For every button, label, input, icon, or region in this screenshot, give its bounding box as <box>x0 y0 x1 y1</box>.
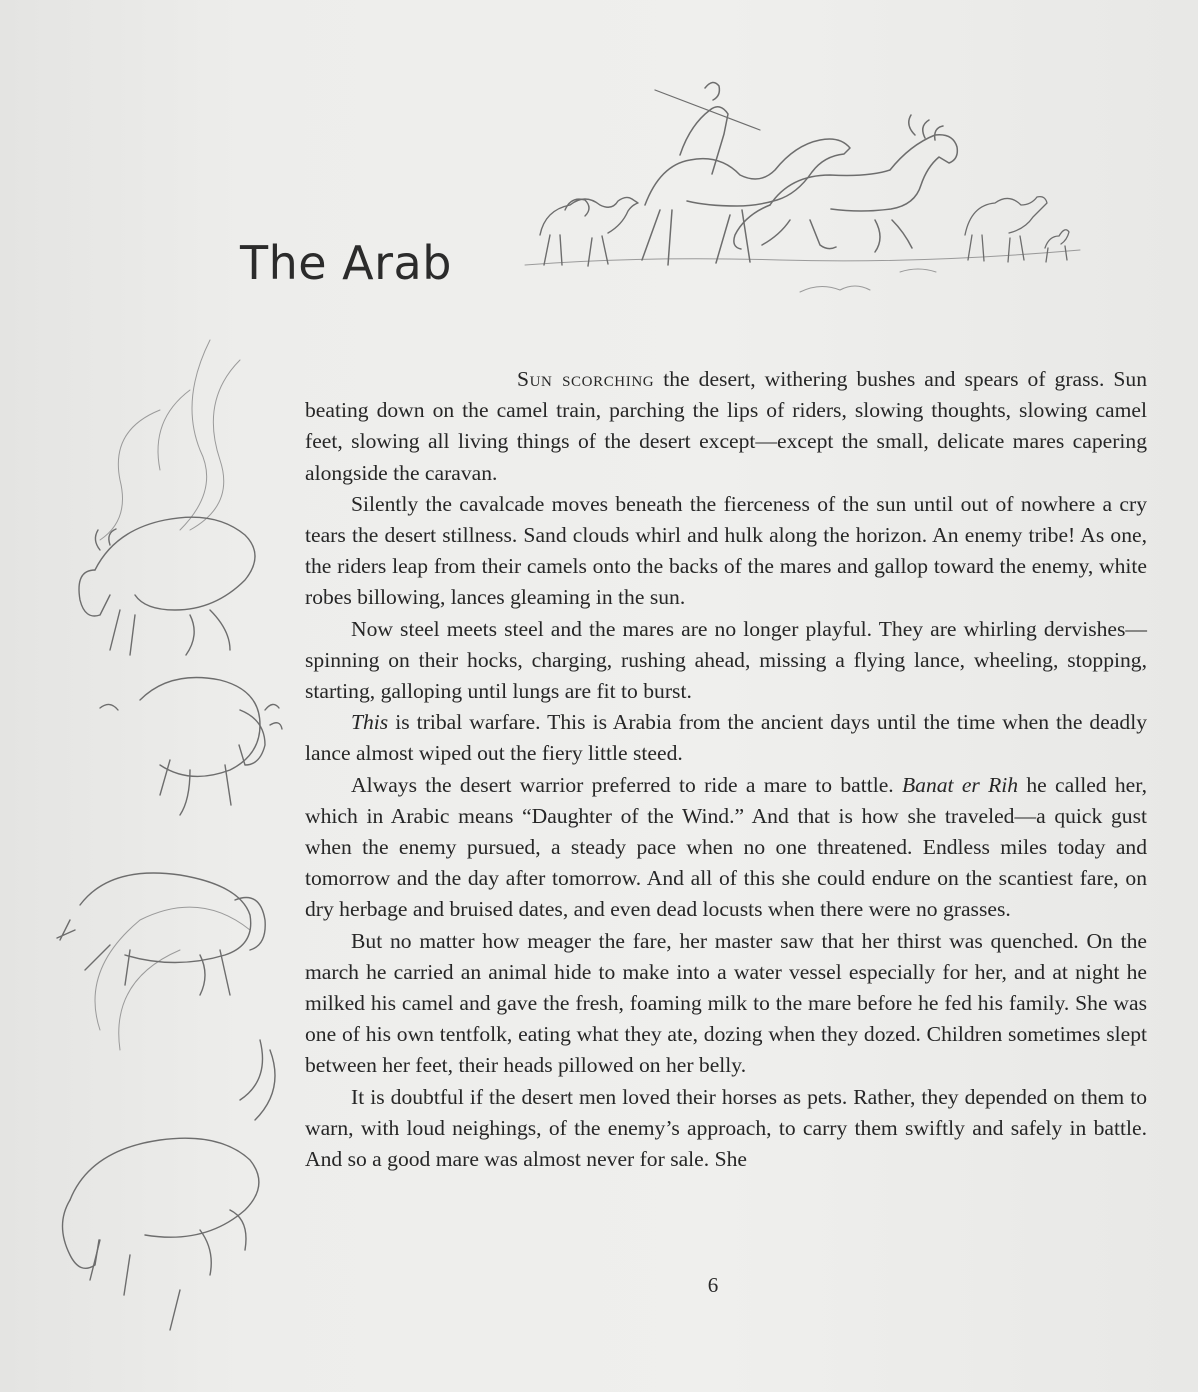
emphasis: This <box>351 710 389 735</box>
paragraph <box>305 707 1147 769</box>
paragraph <box>305 770 1147 926</box>
chapter-body <box>305 364 1147 1175</box>
emphasis: Banat er Rih <box>901 772 1019 797</box>
paragraph: Now steel meets steel and the mares are no longer playful. They are whirling dervishes—spinning on their hocks, charging, rushing ahead, missing a flying lance, wheeling, stopping, starting, galloping until lungs are fit to burst. <box>305 616 1147 704</box>
paragraph-text: the desert, withering bushes and spears of grass. Sun beating down on the camel train, parching the lips of riders, slowing thoughts, slowing camel feet, slowing all living things of the desert except—except the small, delicate mares capering alongside the caravan. <box>305 367 1147 485</box>
leaping-horses-illustration <box>40 330 300 1350</box>
paragraph: Silently the cavalcade moves beneath the fierceness of the sun until out of nowhere a cry tears the desert stillness. Sand clouds whirl and hulk along the horizon. An enemy tribe! As one, the riders leap from their camels onto the backs of the mares and gallop toward the enemy, white robes billowing, lances gleaming in the sun. <box>305 491 1147 610</box>
paragraph: It is doubtful if the desert men loved their horses as pets. Rather, they depended on them to warn, with loud neighings, of the enemy’s approach, to carry them swiftly and safely in battle. And so a good mare was almost never for sale. She <box>305 1084 1147 1172</box>
chapter-title: The Arab <box>240 236 452 290</box>
paragraph-text: Always the desert warrior preferred to ride a mare to battle. <box>351 772 902 797</box>
opening-small-caps: Sun scorching <box>517 367 655 391</box>
paragraph <box>305 364 1147 489</box>
paragraph-text: he called her, which in Arabic means “Daughter of the Wind.” And that is how she traveled—a quick gust when the enemy pursued, a steady pace when no one threatened. Endless miles today and tomorrow and the day after tomorrow. And all of this she could endure on the scantiest fare, on dry herbage and bruised dates, and even dead locusts when there were no grasses. <box>305 772 1147 922</box>
paragraph-text: is tribal warfare. This is Arabia from the ancient days until the time when the deadly lance almost wiped out the fiery little steed. <box>305 710 1147 766</box>
paragraph: But no matter how meager the fare, her master saw that her thirst was quenched. On the march he carried an animal hide to make into a water vessel especially for her, and at night he milked his camel and gave the fresh, foaming milk to the mare before he fed his family. She was one of his own tentfolk, eating what they ate, dozing when they dozed. Children sometimes slept between her feet, their heads pillowed on her belly. <box>305 928 1147 1078</box>
desert-caravan-illustration <box>520 60 1090 310</box>
page-number: 6 <box>707 1273 719 1297</box>
